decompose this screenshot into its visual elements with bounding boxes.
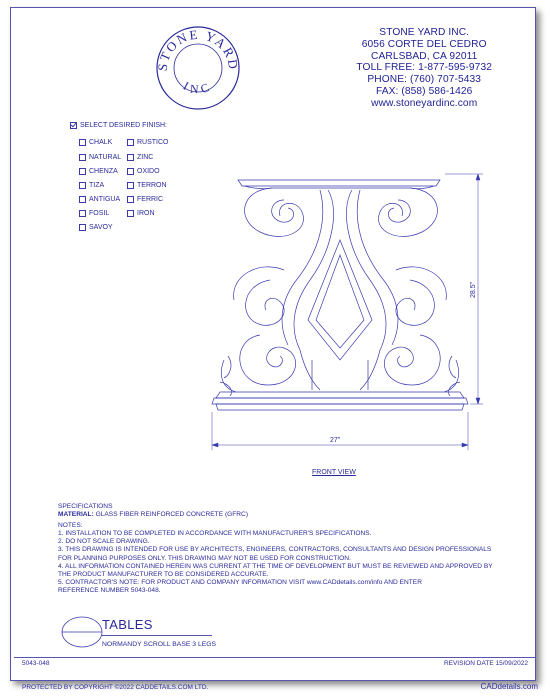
finish-label: CHENZA: [89, 168, 118, 175]
material-value: GLASS FIBER REINFORCED CONCRETE (GFRC): [93, 511, 249, 519]
finish-label: TIZA: [89, 182, 105, 189]
finish-option-natural[interactable]: [79, 154, 121, 161]
finish-checkbox[interactable]: [127, 196, 134, 203]
finish-label: CHALK: [89, 139, 113, 146]
finish-option-iron[interactable]: [127, 210, 155, 217]
finish-checkbox[interactable]: [127, 182, 134, 189]
height-dimension: 28.5": [470, 281, 477, 298]
finish-option-ferric[interactable]: [127, 196, 163, 203]
finish-label: OXIDO: [137, 168, 160, 175]
company-seal-logo: [154, 24, 242, 112]
finish-label: ANTIGUA: [89, 196, 121, 203]
note-line: 2. DO NOT SCALE DRAWING.: [58, 538, 150, 546]
company-fax: FAX: (858) 586-1426: [375, 85, 473, 97]
svg-text:INC: [181, 79, 215, 97]
finish-option-tiza[interactable]: [79, 182, 104, 189]
note-line: 3. THIS DRAWING IS INTENDED FOR USE BY ARCHITECTS, ENGINEERS, CONTRACTORS, CONSULTANTS AND DESIGN PROFESSIONALS: [58, 546, 492, 554]
finish-checkbox[interactable]: [79, 154, 86, 161]
front-view-label: FRONT VIEW: [312, 469, 356, 476]
finish-label: NATURAL: [89, 154, 122, 161]
finish-checkbox[interactable]: [127, 139, 134, 146]
notes-heading: NOTES:: [58, 522, 83, 530]
company-website: www.stoneyardinc.com: [371, 97, 478, 109]
finish-option-zinc[interactable]: [127, 154, 153, 161]
finish-label: SAVOY: [89, 224, 113, 231]
finish-option-rustico[interactable]: [127, 139, 169, 146]
finish-checkbox[interactable]: [127, 168, 134, 175]
finish-checkbox[interactable]: [79, 196, 86, 203]
finish-title-checkbox[interactable]: [70, 122, 77, 129]
finish-checkbox[interactable]: [127, 210, 134, 217]
finish-checkbox[interactable]: [79, 210, 86, 217]
company-address2: CARLSBAD, CA 92011: [371, 50, 478, 62]
company-phone: PHONE: (760) 707-5433: [367, 74, 482, 86]
revision-date: REVISION DATE 15/09/2022: [443, 660, 528, 667]
width-dimension: 27": [330, 437, 341, 444]
section-symbol-icon: [60, 615, 104, 649]
note-line: THE PRODUCT MANUFACTURER TO BE CONSIDERED ACCURATE.: [58, 570, 269, 578]
finish-checkbox[interactable]: [79, 224, 86, 231]
spec-heading: SPECIFICATIONS: [58, 503, 113, 510]
finish-option-chenza[interactable]: [79, 168, 118, 175]
copyright-footer: PROTECTED BY COPYRIGHT ©2022 CADDETAILS.COM LTD.: [22, 684, 209, 691]
front-view-drawing: [200, 160, 500, 460]
finish-checkbox[interactable]: [79, 168, 86, 175]
title-underline: [102, 635, 212, 636]
finish-checkbox[interactable]: [79, 139, 86, 146]
finish-label: RUSTICO: [137, 139, 169, 146]
finish-label: IRON: [137, 210, 155, 217]
company-info: [356, 27, 492, 110]
finish-option-fosil[interactable]: [79, 210, 109, 217]
note-line: 4. ALL INFORMATION CONTAINED HEREIN WAS CURRENT AT THE TIME OF DEVELOPMENT BUT MUST BE REVIEWED AND APPROVED BY: [58, 562, 493, 570]
drawing-title: TABLES: [102, 617, 153, 632]
finish-option-chalk[interactable]: [79, 139, 112, 146]
finish-option-antigua[interactable]: [79, 196, 120, 203]
finish-label: TERRON: [137, 182, 167, 189]
company-name: STONE YARD INC.: [379, 27, 470, 38]
bottom-rule: [14, 657, 536, 658]
reference-number: 5043-048: [22, 660, 50, 667]
material-line: [58, 511, 493, 519]
company-tollfree: TOLL FREE: 1-877-595-9732: [356, 62, 492, 74]
finish-label: FERRIC: [137, 196, 164, 203]
finish-title: [70, 122, 167, 129]
note-line: 5. CONTRACTOR'S NOTE: FOR PRODUCT AND COMPANY INFORMATION VISIT www.CADdetails.com/info AND ENTER: [58, 578, 422, 586]
seal-bottom-text: INC: [181, 78, 215, 97]
finish-title-label: SELECT DESIRED FINISH:: [80, 122, 168, 129]
svg-text:STONE YARD: [155, 27, 242, 72]
drawing-subtitle: NORMANDY SCROLL BASE 3 LEGS: [102, 641, 217, 648]
finish-option-savoy[interactable]: [79, 224, 113, 231]
company-address1: 6056 CORTE DEL CEDRO: [361, 38, 487, 50]
finish-label: FOSIL: [89, 210, 110, 217]
seal-top-text: STONE YARD: [154, 26, 242, 72]
finish-label: ZINC: [137, 154, 154, 161]
finish-checkbox[interactable]: [79, 182, 86, 189]
note-line: 1. INSTALLATION TO BE COMPLETED IN ACCORDANCE WITH MANUFACTURER'S SPECIFICATIONS.: [58, 530, 372, 538]
material-label: MATERIAL:: [58, 511, 94, 519]
finish-option-terron[interactable]: [127, 182, 167, 189]
specifications-block: [58, 503, 493, 595]
note-line: REFERENCE NUMBER 5043-048.: [58, 586, 161, 594]
finish-option-oxido[interactable]: [127, 168, 160, 175]
note-line: FOR PLANNING PURPOSES ONLY. THIS DRAWING MAY NOT BE USED FOR CONSTRUCTION.: [58, 554, 351, 562]
finish-checkbox[interactable]: [127, 154, 134, 161]
caddetails-link[interactable]: CADdetails.com: [480, 682, 538, 691]
